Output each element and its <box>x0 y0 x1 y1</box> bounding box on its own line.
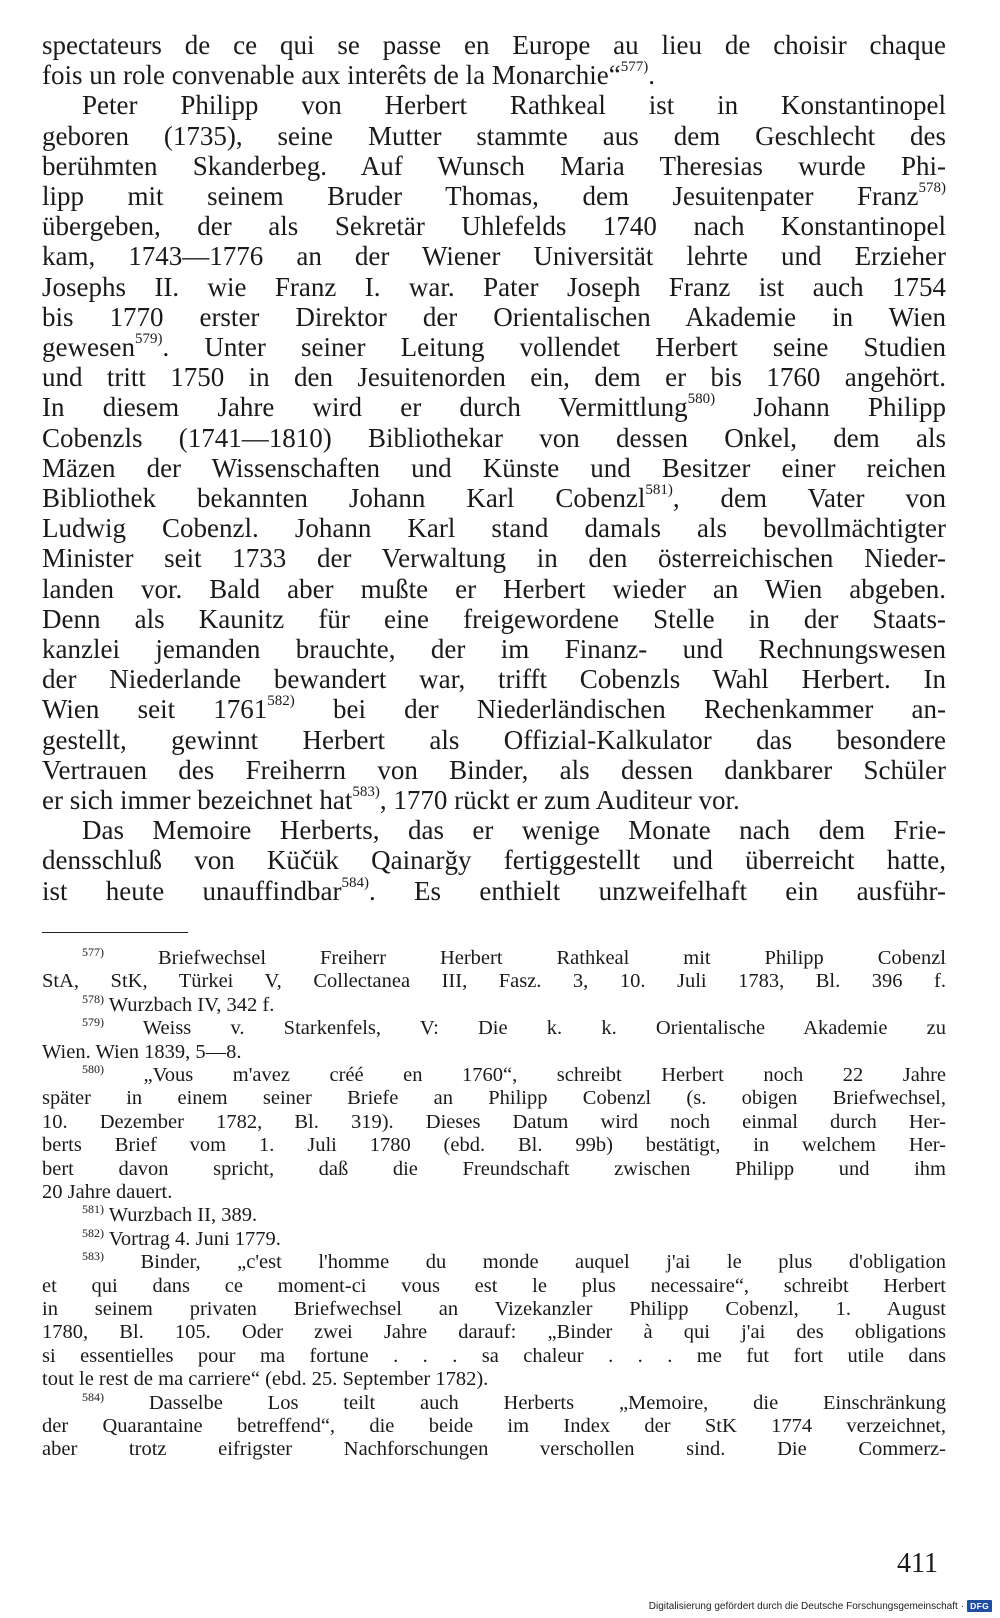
text-span: er sich immer bezeichnet hat <box>42 785 353 816</box>
text-line: densschluß von Küčük Qainarğy fertiggestellt und überreicht hatte, <box>42 845 946 876</box>
text-span: „Vous m'avez créé en 1760“, schreibt Herbert noch 22 Jahre <box>143 1063 947 1086</box>
footnote-line <box>42 991 946 1017</box>
footnote-ref: 583) <box>352 784 380 801</box>
text-line: übergeben, der als Sekretär Uhlefelds 1740 nach Konstantinopel <box>42 211 946 242</box>
text-line: spectateurs de ce qui se passe en Europe au lieu de choisir chaque <box>42 30 946 60</box>
text-span: In diesem Jahre wird er durch Vermittlung <box>42 392 688 423</box>
text-line: Peter Philipp von Herbert Rathkeal ist in Konstantinopel <box>82 90 946 121</box>
footnote-number: 577) <box>82 945 104 960</box>
footnote-line <box>42 1064 946 1087</box>
footnote-number: 579) <box>82 1015 104 1030</box>
text-line: berühmten Skanderbeg. Auf Wunsch Maria Theresias wurde Phi- <box>42 150 946 181</box>
footnote-line: in seinem privaten Briefwechsel an Vizekanzler Philipp Cobenzl, 1. August <box>42 1297 946 1320</box>
text-line <box>42 876 946 906</box>
text-line <box>42 483 946 513</box>
text-line: der Niederlande bewandert war, trifft Cobenzls Wahl Herbert. In <box>42 664 946 695</box>
footnote-ref: 579) <box>134 331 163 348</box>
footnote-number: 581) <box>82 1202 104 1217</box>
text-span: Johann Philipp <box>715 392 946 423</box>
footnote-separator <box>42 932 188 933</box>
text-line: und tritt 1750 in den Jesuitenorden ein, dem er bis 1760 angehört. <box>42 362 946 393</box>
text-span: lipp mit seinem Bruder Thomas, dem Jesuitenpater Franz <box>42 181 919 212</box>
text-line <box>42 332 946 362</box>
text-line <box>42 694 946 724</box>
text-span: Wien seit 1761 <box>42 694 268 725</box>
text-line: landen vor. Bald aber mußte er Herbert wieder an Wien abgeben. <box>42 573 946 604</box>
footnote-ref: 581) <box>645 482 673 499</box>
text-line: bis 1770 erster Direktor der Orientalischen Akademie in Wien <box>42 301 946 332</box>
text-span: Dasselbe Los teilt auch Herberts „Memoire, die Einschränkung <box>148 1391 947 1414</box>
footnote-number: 583) <box>82 1249 104 1264</box>
footnote-ref: 580) <box>687 391 716 408</box>
footnote-line: später in einem seiner Briefe an Philipp Cobenzl (s. obigen Briefwechsel, <box>42 1087 946 1110</box>
footnote-line: tout le rest de ma carriere“ (ebd. 25. September 1782). <box>42 1368 489 1391</box>
footnote-number: 580) <box>82 1062 104 1077</box>
text-span: Weiss v. Starkenfels, V: Die k. k. Orientalische Akademie zu <box>142 1017 946 1040</box>
footnote-number: 578) <box>82 991 104 1006</box>
text-line: kam, 1743—1776 an der Wiener Universität lehrte und Erzieher <box>42 241 946 272</box>
text-line <box>42 785 946 815</box>
credit-text: Digitalisierung gefördert durch die Deutsche Forschungsgemeinschaft <box>648 1600 958 1612</box>
footnote-line <box>42 947 946 970</box>
footnote-line: Wien. Wien 1839, 5—8. <box>42 1040 242 1063</box>
footnote-line: StA, StK, Türkei V, Collectanea III, Fasz. 3, 10. Juli 1783, Bl. 396 f. <box>42 970 946 993</box>
text-span: Wurzbach IV, 342 f. <box>108 993 275 1016</box>
page-content <box>42 30 946 1462</box>
footnote-ref: 584) <box>341 874 370 891</box>
text-line: Mäzen der Wissenschaften und Künste und Besitzer einer reichen <box>42 452 946 483</box>
text-line: Josephs II. wie Franz I. war. Pater Joseph Franz ist auch 1754 <box>42 271 946 302</box>
digitization-credit: Digitalisierung gefördert durch die Deutsche Forschungsgemeinschaft · DFG <box>649 1600 992 1612</box>
footnote-number: 582) <box>82 1225 104 1240</box>
footnote-line: berts Brief vom 1. Juli 1780 (ebd. Bl. 99b) bestätigt, in welchem Her- <box>42 1134 946 1157</box>
text-line: Denn als Kaunitz für eine freigewordene Stelle in der Staats- <box>42 603 946 634</box>
footnote-line: 1780, Bl. 105. Oder zwei Jahre darauf: „Binder à qui j'ai des obligations <box>42 1321 946 1344</box>
text-line <box>42 60 946 90</box>
text-line <box>42 181 946 211</box>
footnote-line <box>42 1204 946 1227</box>
text-span: fois un role convenable aux interêts de la Monarchie“ <box>42 60 621 91</box>
footnote-line: et qui dans ce moment-ci vous est le plus necessaire“, schreibt Herbert <box>42 1274 946 1297</box>
text-line: Das Memoire Herberts, das er wenige Monate nach dem Frie- <box>82 815 946 846</box>
main-text <box>42 30 946 906</box>
footnote-line: si essentielles pour ma fortune . . . sa chaleur . . . me fut fort utile dans <box>42 1344 946 1367</box>
footnote-ref: 578) <box>918 180 946 197</box>
text-span: Binder, „c'est l'homme du monde auquel j'ai le plus d'obligation <box>140 1251 947 1274</box>
text-span: . Es enthielt unzweifelhaft ein ausführ- <box>369 875 946 906</box>
text-line <box>42 392 946 422</box>
footnote-line: 20 Jahre dauert. <box>42 1180 173 1203</box>
text-span: , 1770 rückt er zum Auditeur vor. <box>379 785 740 816</box>
text-span: . <box>648 60 656 91</box>
text-line: Vertrauen des Freiherrn von Binder, als dessen dankbarer Schüler <box>42 754 946 785</box>
text-span: Bibliothek bekannten Johann Karl Cobenzl <box>42 483 646 514</box>
footnote-ref: 577) <box>620 59 649 76</box>
text-span: ist heute unauffindbar <box>42 875 342 906</box>
text-span: Vortrag 4. Juni 1779. <box>108 1227 281 1250</box>
text-span: Wurzbach II, 389. <box>108 1204 258 1227</box>
text-line: Ludwig Cobenzl. Johann Karl stand damals als bevollmächtigter <box>42 513 946 544</box>
footnotes <box>42 947 946 1462</box>
text-line: Cobenzls (1741—1810) Bibliothekar von dessen Onkel, dem als <box>42 422 946 453</box>
footnote-line <box>42 1225 946 1251</box>
footnote-line <box>42 1251 946 1274</box>
footnote-line <box>42 1389 947 1415</box>
text-span: bei der Niederländischen Rechenkammer an- <box>294 694 946 725</box>
text-span: Briefwechsel Freiherr Herbert Rathkeal mit Philipp Cobenzl <box>157 946 947 969</box>
footnote-line: bert davon spricht, daß die Freundschaft zwischen Philipp und ihm <box>42 1157 946 1180</box>
footnote-ref: 582) <box>267 693 295 710</box>
text-span: gewesen <box>42 332 135 363</box>
text-span: . Unter seiner Leitung vollendet Herbert seine Studien <box>162 332 946 363</box>
dfg-logo-icon: DFG <box>967 1600 992 1612</box>
footnote-line: der Quarantaine betreffend“, die beide im Index der StK 1774 verzeichnet, <box>42 1415 946 1438</box>
text-line: kanzlei jemanden brauchte, der im Finanz- und Rechnungswesen <box>42 634 946 665</box>
footnote-line: aber trotz eifrigster Nachforschungen verschollen sind. Die Commerz- <box>42 1438 946 1461</box>
text-line: gestellt, gewinnt Herbert als Offizial-Kalkulator das besondere <box>42 724 946 755</box>
text-line: Minister seit 1733 der Verwaltung in den österreichischen Nieder- <box>42 543 946 574</box>
footnote-line <box>42 1017 946 1040</box>
page-number: 411 <box>897 1548 938 1579</box>
text-line: geboren (1735), seine Mutter stammte aus dem Geschlecht des <box>42 120 946 151</box>
footnote-number: 584) <box>82 1389 104 1404</box>
footnote-line: 10. Dezember 1782, Bl. 319). Dieses Datum wird noch einmal durch Her- <box>42 1110 946 1133</box>
text-span: , dem Vater von <box>672 483 946 514</box>
